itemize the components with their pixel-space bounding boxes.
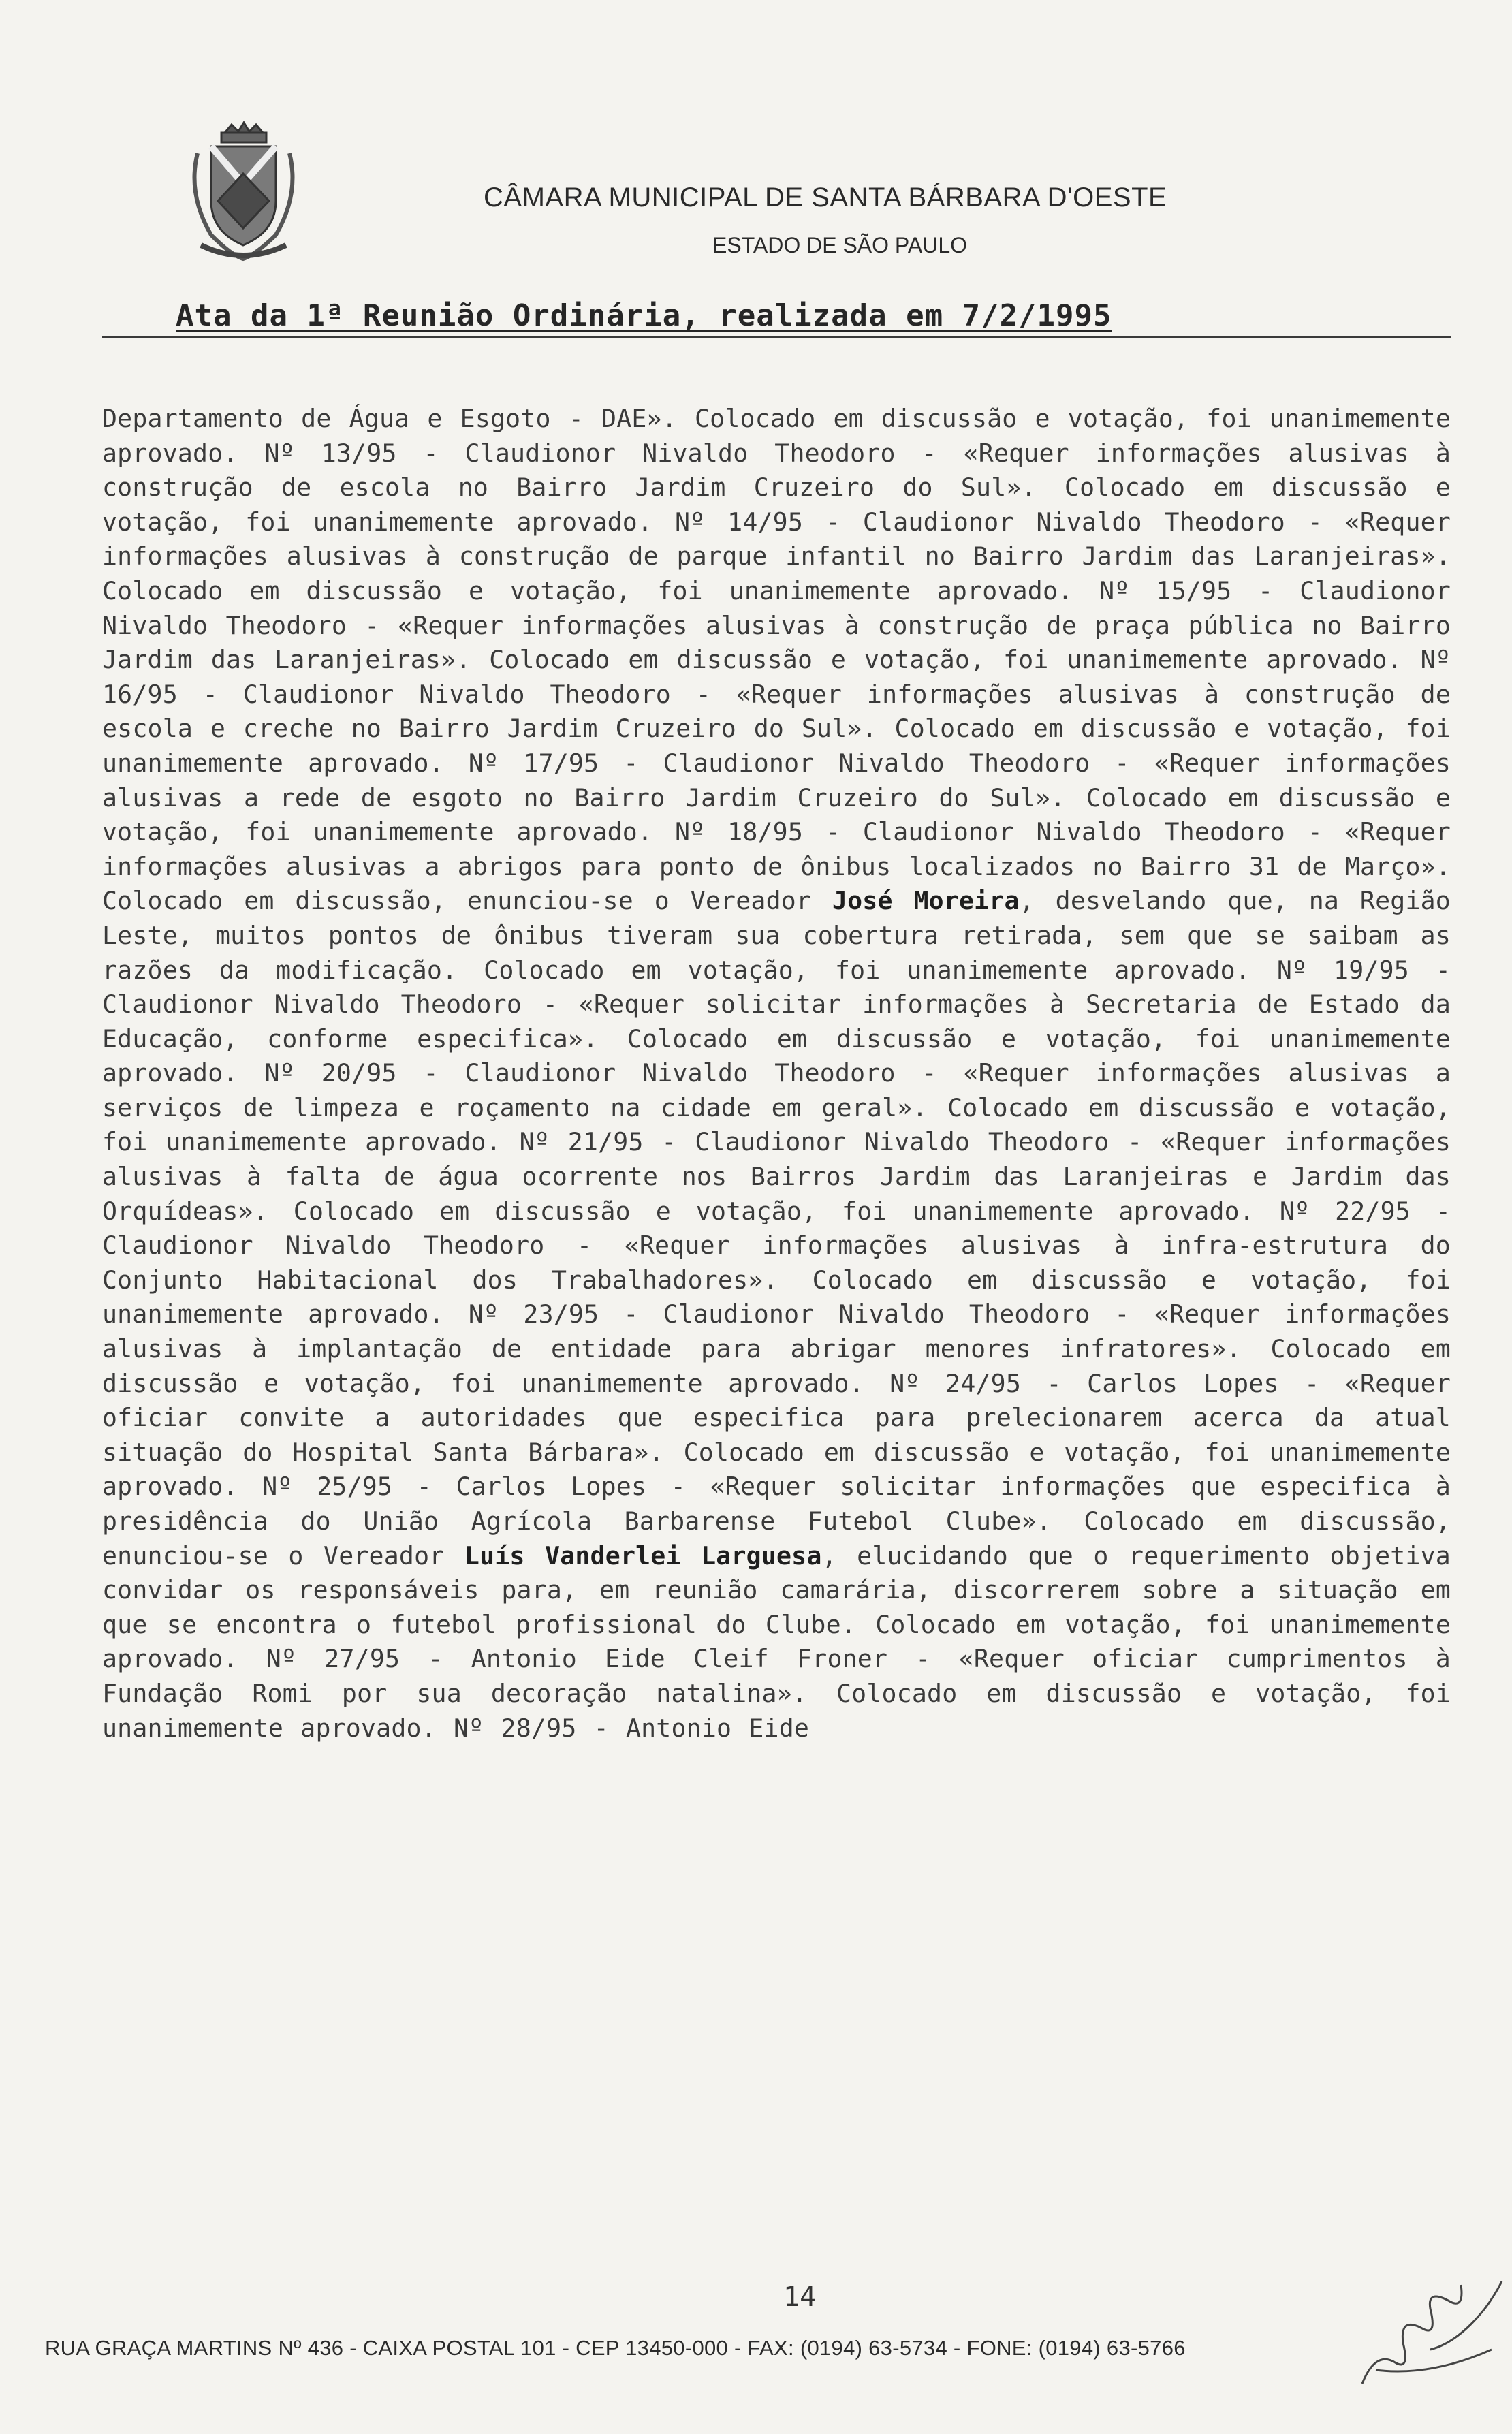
municipal-crest-icon <box>184 119 303 266</box>
minutes-body <box>102 402 1451 1745</box>
document-title: Ata da 1ª Reunião Ordinária, realizada em 7/2/1995 <box>176 298 1112 333</box>
handwritten-signature-icon <box>1349 2268 1509 2397</box>
footer-address: RUA GRAÇA MARTINS Nº 436 - CAIXA POSTAL 101 - CEP 13450-000 - FAX: (0194) 63-5734 - FONE: (0194) 63-5766 <box>45 2336 1186 2360</box>
speaker-name-luis-larguesa: Luís Vanderlei Larguesa <box>464 1540 822 1570</box>
title-divider <box>102 336 1451 338</box>
speaker-name-jose-moreira: José Moreira <box>832 886 1020 916</box>
institution-name: CÂMARA MUNICIPAL DE SANTA BÁRBARA D'OESTE <box>484 183 1167 212</box>
body-paragraph-part-1: Departamento de Água e Esgoto - DAE». Colocado em discussão e votação, foi unanimemente aprovado. Nº 13/95 - Claudionor Nivaldo Theodoro - «Requer informações alusivas à construção de escola no Bairro Jardim Cruzeiro do Sul». Colocado em discussão e votação, foi unanimemente aprovado. Nº 14/95 - Claudionor Nivaldo Theodoro - «Requer informações alusivas à construção de parque infantil no Bairro Jardim das Laranjeiras». Colocado em discussão e votação, foi unanimemente aprovado. Nº 15/95 - Claudionor Nivaldo Theodoro - «Requer informações alusivas à construção de praça pública no Bairro Jardim das Laranjeiras». Colocado em discussão e votação, foi unanimemente aprovado. Nº 16/95 - Claudionor Nivaldo Theodoro - «Requer informações alusivas à construção de escola e creche no Bairro Jardim Cruzeiro do Sul». Colocado em discussão e votação, foi unanimemente aprovado. Nº 17/95 - Claudionor Nivaldo Theodoro - «Requer informações alusivas a rede de esgoto no Bairro Jardim Cruzeiro do Sul». Colocado em discussão e votação, foi unanimemente aprovado. Nº 18/95 - Claudionor Nivaldo Theodoro - «Requer informações alusivas a abrigos para ponto de ônibus localizados no Bairro 31 de Março». Colocado em discussão, enunciou-se o Vereador <box>102 404 1451 916</box>
body-paragraph-part-3: , elucidando que o requerimento objetiva convidar os responsáveis para, em reunião camarária, discorrerem sobre a situação em que se encontra o futebol profissional do Clube. Colocado em votação, foi unanimemente aprovado. Nº 27/95 - Antonio Eide Cleif Froner - «Requer oficiar cumprimentos à Fundação Romi por sua decoração natalina». Colocado em discussão e votação, foi unanimemente aprovado. Nº 28/95 - Antonio Eide <box>102 1540 1451 1743</box>
institution-state: ESTADO DE SÃO PAULO <box>712 233 968 257</box>
page-number: 14 <box>783 2281 817 2313</box>
body-paragraph-part-2: , desvelando que, na Região Leste, muitos pontos de ônibus tiveram sua cobertura retirada, sem que se saibam as razões da modificação. Colocado em votação, foi unanimemente aprovado. Nº 19/95 - Claudionor Nivaldo Theodoro - «Requer solicitar informações à Secretaria de Estado da Educação, conforme especifica». Colocado em discussão e votação, foi unanimemente aprovado. Nº 20/95 - Claudionor Nivaldo Theodoro - «Requer informações alusivas a serviços de limpeza e roçamento na cidade em geral». Colocado em discussão e votação, foi unanimemente aprovado. Nº 21/95 - Claudionor Nivaldo Theodoro - «Requer informações alusivas à falta de água ocorrente nos Bairros Jardim das Laranjeiras e Jardim das Orquídeas». Colocado em discussão e votação, foi unanimemente aprovado. Nº 22/95 - Claudionor Nivaldo Theodoro - «Requer informações alusivas à infra-estrutura do Conjunto Habitacional dos Trabalhadores». Colocado em discussão e votação, foi unanimemente aprovado. Nº 23/95 - Claudionor Nivaldo Theodoro - «Requer informações alusivas à implantação de entidade para abrigar menores infratores». Colocado em discussão e votação, foi unanimemente aprovado. Nº 24/95 - Carlos Lopes - «Requer oficiar convite a autoridades que especifica para prelecionarem acerca da atual situação do Hospital Santa Bárbara». Colocado em discussão e votação, foi unanimemente aprovado. Nº 25/95 - Carlos Lopes - «Requer solicitar informações que especifica à presidência do União Agrícola Barbarense Futebol Clube». Colocado em discussão, enunciou-se o Vereador <box>102 886 1451 1570</box>
